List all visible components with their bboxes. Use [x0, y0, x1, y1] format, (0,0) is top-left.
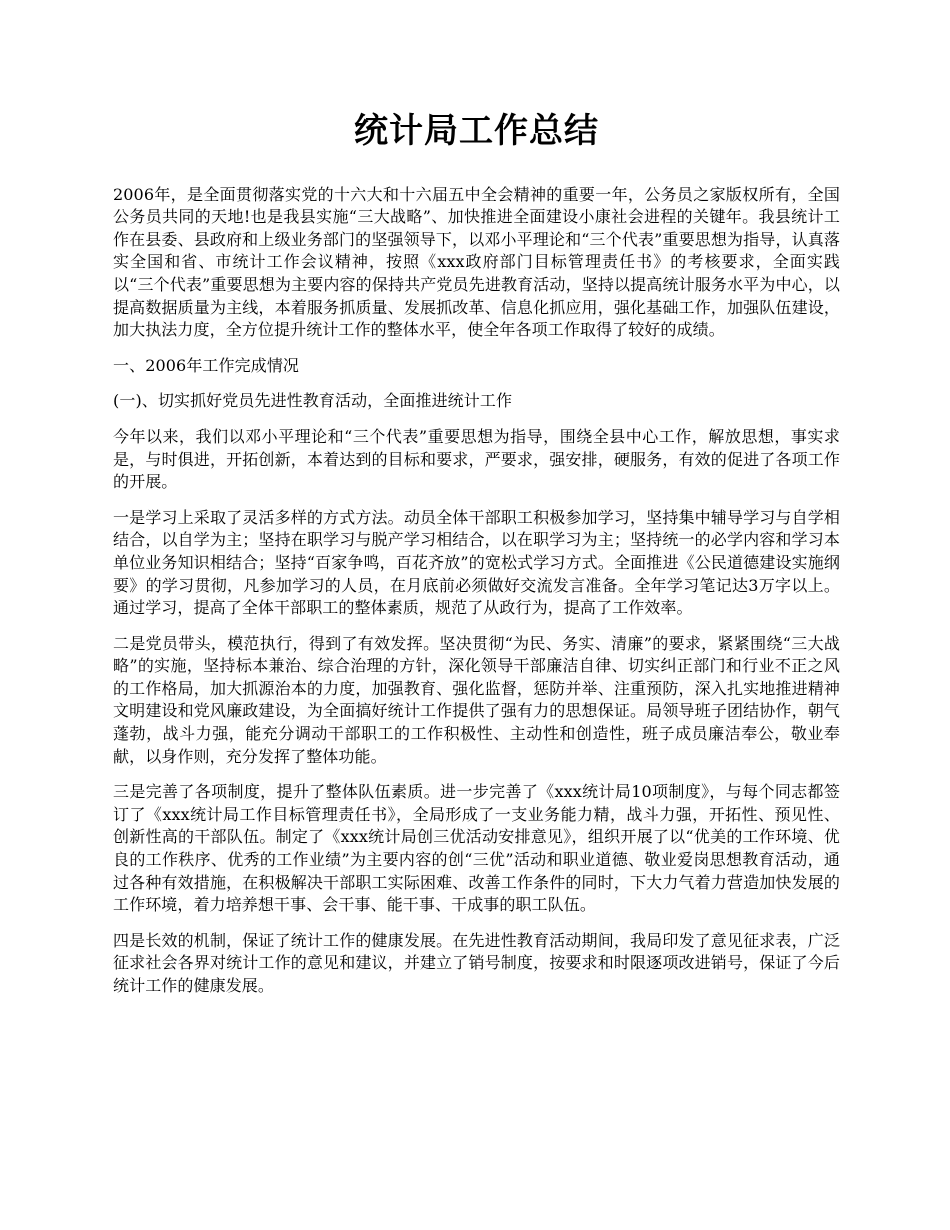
paragraph-point-3: 三是完善了各项制度，提升了整体队伍素质。进一步完善了《xxx统计局10项制度》，与每个同志都签订了《xxx统计局工作目标管理责任书》，全局形成了一支业务能力精，战斗力强，开拓性、预见性、创新性高的干部队伍。制定了《xxx统计局创三优活动安排意见》，组织开展了以“优美的工作环境、优良的工作秩序、优秀的工作业绩”为主要内容的创“三优”活动和职业道德、敬业爱岗思想教育活动，通过各种有效措施，在积极解决干部职工实际困难、改善工作条件的同时，下大力气着力营造加快发展的工作环境，着力培养想干事、会干事、能干事、干成事的职工队伍。 — [113, 782, 840, 915]
subsection-heading: (一)、切实抓好党员先进性教育活动，全面推进统计工作 — [113, 391, 513, 411]
section-heading: 一、2006年工作完成情况 — [113, 355, 300, 375]
paragraph-intro: 2006年，是全面贯彻落实党的十六大和十六届五中全会精神的重要一年，公务员之家版权所有，全国公务员共同的天地!也是我县实施“三大战略”、加快推进全面建设小康社会进程的关键年。我县统计工作在县委、县政府和上级业务部门的坚强领导下，以邓小平理论和“三个代表”重要思想为指导，认真落实全国和省、市统计工作会议精神，按照《xxx政府部门目标管理责任书》的考核要求，全面实践以“三个代表”重要思想为主要内容的保持共产党员先进教育活动，坚持以提高统计服务水平为中心，以提高数据质量为主线，本着服务抓质量、发展抓改革、信息化抓应用，强化基础工作，加强队伍建设，加大执法力度，全方位提升统计工作的整体水平，使全年各项工作取得了较好的成绩。 — [113, 184, 840, 340]
document-title: 统计局工作总结 — [354, 111, 599, 151]
document-page — [113, 108, 840, 1011]
paragraph-point-4: 四是长效的机制，保证了统计工作的健康发展。在先进性教育活动期间，我局印发了意见征求表，广泛征求社会各界对统计工作的意见和建议，并建立了销号制度，按要求和时限逐项改进销号，保证了今后统计工作的健康发展。 — [113, 930, 840, 995]
paragraph-overview: 今年以来，我们以邓小平理论和“三个代表”重要思想为指导，围绕全县中心工作，解放思想，事实求是，与时俱进，开拓创新，本着达到的目标和要求，严要求，强安排，硬服务，有效的促进了各项工作的开展。 — [113, 426, 840, 492]
paragraph-point-2: 二是党员带头，模范执行，得到了有效发挥。坚决贯彻“为民、务实、清廉”的要求，紧紧围绕“三大战略”的实施，坚持标本兼治、综合治理的方针，深化领导干部廉洁自律、切实纠正部门和行业不正之风的工作格局，加大抓源治本的力度，加强教育、强化监督，惩防并举、注重预防，深入扎实地推进精神文明建设和党风廉政建设，为全面搞好统计工作提供了强有力的思想保证。局领导班子团结协作，朝气蓬勃，战斗力强，能充分调动干部职工的工作积极性、主动性和创造性，班子成员廉洁奉公，敬业奉献，以身作则，充分发挥了整体功能。 — [113, 633, 840, 766]
paragraph-point-1: 一是学习上采取了灵活多样的方式方法。动员全体干部职工积极参加学习，坚持集中辅导学习与自学相结合，以自学为主；坚持在职学习与脱产学习相结合，以在职学习为主；坚持统一的必学内容和学习本单位业务知识相结合；坚持“百家争鸣，百花齐放”的宽松式学习方式。全面推进《公民道德建设实施纲要》的学习贯彻，凡参加学习的人员，在月底前必须做好交流发言准备。全年学习笔记达3万字以上。通过学习，提高了全体干部职工的整体素质，规范了从政行为，提高了工作效率。 — [113, 507, 840, 618]
